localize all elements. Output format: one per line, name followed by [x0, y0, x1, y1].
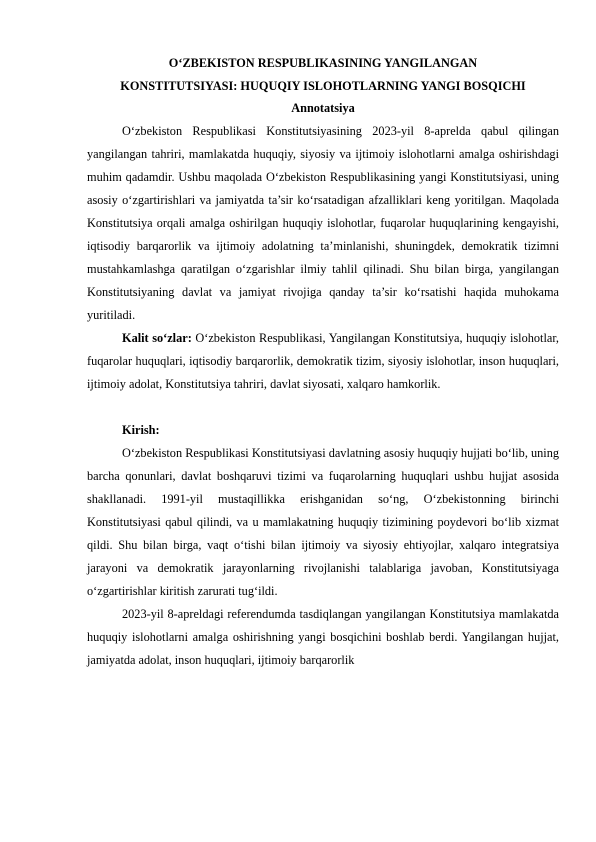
annotation-heading: Annotatsiya: [291, 101, 355, 115]
keywords-label: Kalit so‘zlar:: [122, 330, 192, 345]
document-page: [87, 52, 559, 672]
intro-paragraph-2: 2023-yil 8-apreldagi referendumda tasdiqlangan yangilangan Konstitutsiya mamlakatda huquqiy islohotlarni amalga oshirishning yangi bosqichini boshlab berdi. Yangilangan hujjat, jamiyatda adolat, inson huquqlari, ijtimoiy barqarorlik: [87, 606, 559, 667]
intro-heading: Kirish:: [122, 422, 160, 437]
annotation-paragraph: O‘zbekiston Respublikasi Konstitutsiyasining 2023-yil 8-aprelda qabul qilingan yangilangan tahriri, mamlakatda huquqiy, siyosiy va ijtimoiy islohotlarni amalga oshirishdagi muhim qadamdir. Ushbu maqolada O‘zbekiston Respublikasining yangi Konstitutsiyasi, uning asosiy o‘zgartirishlari va jamiyatda ta’sir ko‘rsatadigan afzalliklari keng yoritilgan. Maqolada Konstitutsiya orqali amalga oshirilgan huquqiy islohotlar, fuqarolar huquqlarining kengayishi, iqtisodiy barqarorlik va ijtimoiy adolatning ta’minlanishi, shuningdek, demokratik tizimni mustahkamlashga qaratilgan o‘zgarishlar ilmiy tahlil qilinadi. Shu bilan birga, yangilangan Konstitutsiyaning davlat va jamiyat rivojiga qanday ta’sir ko‘rsatishi haqida muhokama yuritiladi.: [87, 123, 559, 322]
document-title-line-2: KONSTITUTSIYASI: HUQUQIY ISLOHOTLARNING YANGI BOSQICHI: [120, 78, 526, 93]
keywords-paragraph: [87, 327, 559, 396]
keywords-text: O‘zbekiston Respublikasi, Yangilangan Konstitutsiya, huquqiy islohotlar, fuqarolar huquqlari, iqtisodiy barqarorlik, demokratik tizim, siyosiy islohotlar, inson huquqlari, ijtimoiy adolat, Konstitutsiya tahriri, davlat siyosati, xalqaro hamkorlik.: [87, 330, 559, 391]
document-title-line-1: O‘ZBEKISTON RESPUBLIKASINING YANGILANGAN: [168, 56, 478, 70]
blank-line: [87, 396, 559, 419]
intro-paragraph-1: O‘zbekiston Respublikasi Konstitutsiyasi davlatning asosiy huquqiy hujjati bo‘lib, uning barcha qonunlari, davlat boshqaruvi tizimi va fuqarolarning huquqlari ushbu hujjat asosida shakllanadi. 1991-yil mustaqillikka erishganidan so‘ng, O‘zbekistonning birinchi Konstitutsiyasi qabul qilindi, va u mamlakatning huquqiy tizimining poydevori bo‘lib xizmat qildi. Shu bilan birga, vaqt o‘tishi bilan ijtimoiy va siyosiy ehtiyojlar, xalqaro integratsiya jarayoni va demokratik jarayonlarning rivojlanishi talablariga javoban, Konstitutsiyaga o‘zgartirishlar kiritish zarurati tug‘ildi.: [87, 445, 559, 598]
